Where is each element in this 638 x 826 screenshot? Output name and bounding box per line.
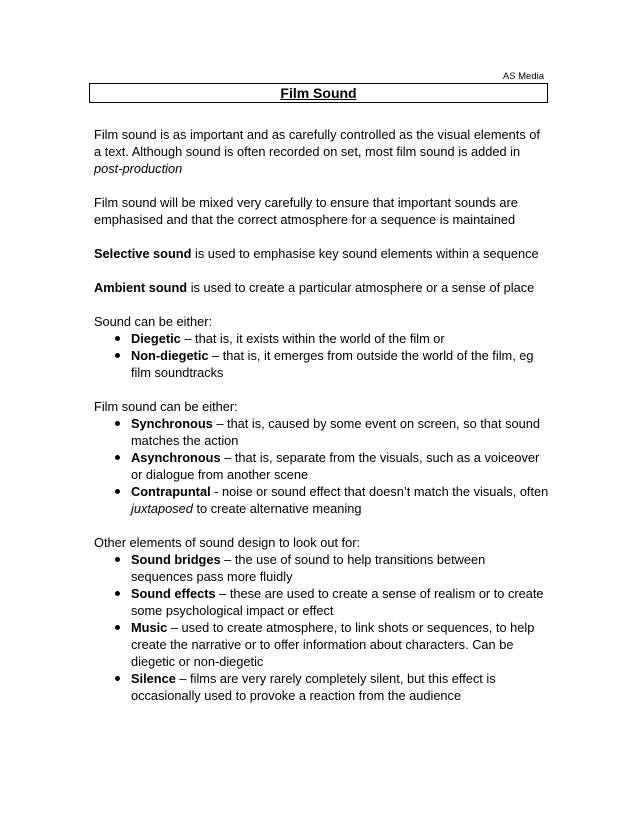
list-item: [94, 483, 549, 517]
term: Sound bridges: [131, 552, 221, 567]
selective-text: is used to emphasise key sound elements within a sequence: [191, 246, 539, 261]
ambient-text: is used to create a particular atmosphere or a sense of place: [187, 280, 535, 295]
term: Music: [131, 620, 168, 635]
definition: – these are used to create a sense of realism or to create some psychological impact or effect: [131, 586, 544, 618]
list-item: [94, 415, 549, 449]
selective-term: Selective sound: [94, 246, 192, 261]
sync-types-list: [94, 415, 549, 517]
definition: – that is, caused by some event on screen, so that sound matches the action: [131, 416, 541, 448]
ambient-paragraph: [94, 279, 549, 296]
list-item: [94, 347, 549, 381]
list-item: [94, 670, 549, 704]
bullet-icon: [115, 676, 120, 681]
intro-emphasis: post-production: [94, 161, 183, 176]
ambient-term: Ambient sound: [94, 280, 188, 295]
sound-types-lead: Sound can be either:: [94, 314, 213, 329]
definition: – used to create atmosphere, to link shots or sequences, to help create the narrative or to offer information about characters. Can be diegetic or non-diegetic: [131, 620, 535, 669]
list-item: [94, 551, 549, 585]
definition-tail: to create alternative meaning: [192, 501, 362, 516]
term: Synchronous: [131, 416, 213, 431]
bullet-icon: [115, 591, 120, 596]
definition: – films are very rarely completely silent, but this effect is occasionally used to provoke a reaction from the audience: [131, 671, 496, 703]
page-title: Film Sound: [280, 85, 357, 101]
definition: – that is, it exists within the world of the film or: [180, 331, 445, 346]
list-item: [94, 330, 549, 347]
definition-emphasis: juxtaposed: [131, 501, 193, 516]
sound-types-list: [94, 330, 549, 381]
sync-types-lead: Film sound can be either:: [94, 399, 238, 414]
definition: – that is, separate from the visuals, such as a voiceover or dialogue from another scene: [131, 450, 540, 482]
title-box: [89, 83, 548, 103]
header-label: AS Media: [502, 71, 544, 82]
list-item: [94, 585, 549, 619]
intro-paragraph: [94, 126, 549, 177]
definition: – the use of sound to help transitions between sequences pass more fluidly: [131, 552, 486, 584]
intro-text: Film sound is as important and as carefully controlled as the visual elements of a text. Although sound is often recorded on set, most film sound is added in: [94, 127, 540, 159]
list-item: [94, 619, 549, 670]
bullet-icon: [115, 336, 120, 341]
other-elements-list: [94, 551, 549, 704]
term: Asynchronous: [131, 450, 221, 465]
bullet-icon: [115, 353, 120, 358]
bullet-icon: [115, 557, 120, 562]
other-elements-lead: Other elements of sound design to look out for:: [94, 535, 361, 550]
bullet-icon: [115, 489, 120, 494]
term: Contrapuntal: [131, 484, 211, 499]
bullet-icon: [115, 455, 120, 460]
definition: - noise or sound effect that doesn’t match the visuals, often: [210, 484, 549, 499]
term: Sound effects: [131, 586, 216, 601]
definition: – that is, it emerges from outside the world of the film, eg film soundtracks: [131, 348, 534, 380]
term: Silence: [131, 671, 176, 686]
bullet-icon: [115, 421, 120, 426]
list-item: [94, 449, 549, 483]
bullet-icon: [115, 625, 120, 630]
mixing-paragraph: Film sound will be mixed very carefully to ensure that important sounds are emphasised and that the correct atmosphere for a sequence is maintained: [94, 195, 518, 227]
term: Non-diegetic: [131, 348, 209, 363]
document-body: [94, 126, 549, 721]
selective-paragraph: [94, 245, 549, 262]
term: Diegetic: [131, 331, 181, 346]
